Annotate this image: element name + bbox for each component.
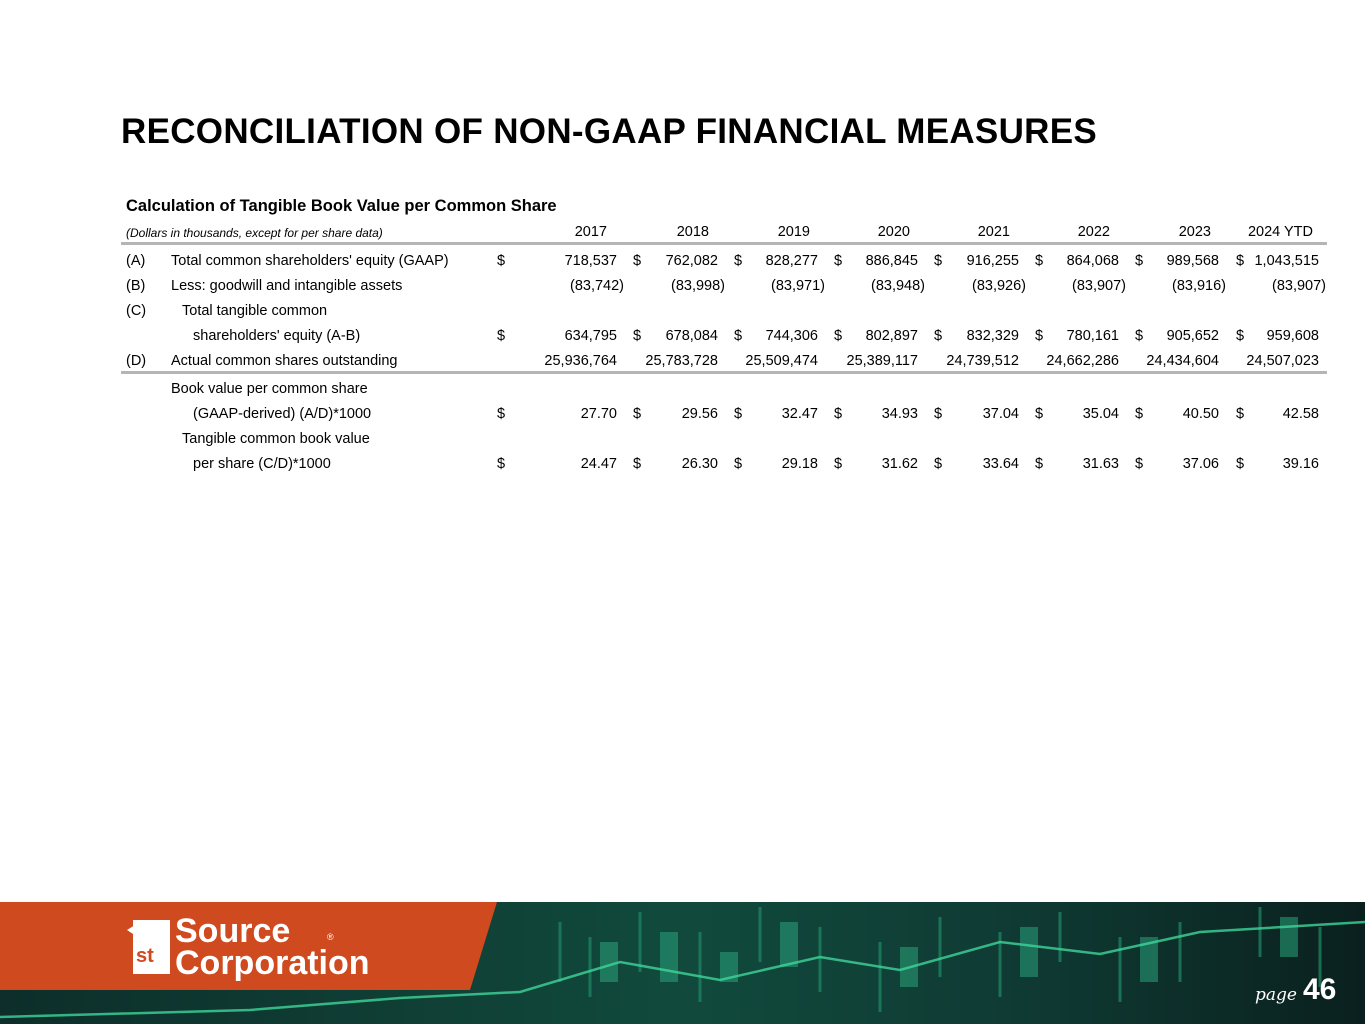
table-cell: 37.06 — [1182, 456, 1219, 472]
dollar-sign: $ — [633, 328, 642, 344]
dollar-sign: $ — [1236, 253, 1245, 269]
table-row — [0, 249, 1365, 273]
page-number: 46 — [1303, 973, 1337, 1006]
table-cell: 780,161 — [1066, 328, 1119, 344]
table-cell: (83,907) — [1071, 278, 1126, 294]
company-logo — [125, 912, 455, 987]
table-cell: (83,926) — [971, 278, 1026, 294]
table-cell: 33.64 — [982, 456, 1019, 472]
table-cell: 26.30 — [681, 456, 718, 472]
dollar-sign: $ — [934, 406, 943, 422]
table-cell: 1,043,515 — [1254, 253, 1319, 269]
row-code: (D) — [126, 353, 147, 369]
table-cell: 678,084 — [665, 328, 718, 344]
table-cell: 828,277 — [765, 253, 818, 269]
section-divider — [121, 371, 1327, 374]
table-cell: 762,082 — [665, 253, 718, 269]
table-cell: 25,936,764 — [544, 353, 617, 369]
dollar-sign: $ — [834, 253, 843, 269]
row-label: (GAAP-derived) (A/D)*1000 — [193, 406, 372, 422]
dollar-sign: $ — [834, 406, 843, 422]
dollar-sign: $ — [1236, 456, 1245, 472]
row-label: Total common shareholders' equity (GAAP) — [171, 253, 449, 269]
table-cell: 40.50 — [1182, 406, 1219, 422]
table-cell: 25,783,728 — [645, 353, 718, 369]
table-cell: 25,389,117 — [846, 353, 918, 369]
year-header: 2020 — [877, 224, 910, 240]
table-cell: 24,662,286 — [1046, 353, 1119, 369]
table-cell: 744,306 — [765, 328, 818, 344]
dollar-sign: $ — [934, 456, 943, 472]
year-header: 2024 YTD — [1247, 224, 1313, 240]
dollar-sign: $ — [734, 406, 743, 422]
table-cell: 718,537 — [564, 253, 617, 269]
row-label: shareholders' equity (A-B) — [193, 328, 361, 344]
table-cell: (83,907) — [1271, 278, 1326, 294]
table-cell: 42.58 — [1282, 406, 1319, 422]
row-label: Tangible common book value — [182, 431, 370, 447]
page-label: page — [1255, 985, 1297, 1005]
dollar-sign: $ — [1035, 456, 1044, 472]
table-cell: (83,971) — [770, 278, 825, 294]
dollar-sign: $ — [633, 253, 642, 269]
svg-text:st: st — [136, 945, 154, 967]
row-label: Total tangible common — [182, 303, 328, 319]
table-cell: 24,739,512 — [946, 353, 1019, 369]
year-header: 2018 — [676, 224, 709, 240]
header-divider — [121, 242, 1327, 245]
dollar-sign: $ — [734, 456, 743, 472]
year-header: 2023 — [1178, 224, 1211, 240]
table-cell: (83,948) — [870, 278, 925, 294]
table-row — [0, 402, 1365, 426]
table-cell: (83,742) — [569, 278, 624, 294]
dollar-sign: $ — [497, 253, 506, 269]
table-note: (Dollars in thousands, except for per share data) — [126, 226, 383, 240]
svg-text:Source: Source — [175, 912, 291, 950]
row-code: (A) — [126, 253, 146, 269]
dollar-sign: $ — [1035, 406, 1044, 422]
table-cell: 32.47 — [781, 406, 818, 422]
table-cell: 24,434,604 — [1146, 353, 1219, 369]
table-cell: 29.18 — [781, 456, 818, 472]
dollar-sign: $ — [734, 253, 743, 269]
table-cell: 24,507,023 — [1246, 353, 1319, 369]
dollar-sign: $ — [1236, 406, 1245, 422]
table-cell: 832,329 — [966, 328, 1019, 344]
table-cell: 24.47 — [580, 456, 617, 472]
dollar-sign: $ — [734, 328, 743, 344]
row-label: per share (C/D)*1000 — [193, 456, 331, 472]
table-cell: 39.16 — [1282, 456, 1319, 472]
dollar-sign: $ — [1236, 328, 1245, 344]
table-cell: 31.62 — [881, 456, 918, 472]
table-cell: (83,916) — [1171, 278, 1226, 294]
row-code: (B) — [126, 278, 146, 294]
dollar-sign: $ — [497, 456, 506, 472]
table-cell: 34.93 — [881, 406, 918, 422]
svg-text:®: ® — [327, 932, 334, 942]
table-cell: 905,652 — [1166, 328, 1219, 344]
svg-text:Corporation: Corporation — [175, 944, 370, 982]
table-row — [0, 349, 1365, 373]
table-cell: (83,998) — [670, 278, 725, 294]
table-cell: 916,255 — [966, 253, 1019, 269]
year-header: 2017 — [574, 224, 607, 240]
table-cell: 959,608 — [1266, 328, 1319, 344]
row-label: Actual common shares outstanding — [171, 353, 398, 369]
page-title: RECONCILIATION OF NON-GAAP FINANCIAL MEASURES — [121, 112, 1098, 151]
table-cell: 25,509,474 — [745, 353, 818, 369]
table-row — [0, 299, 1365, 323]
table-row — [0, 427, 1365, 451]
table-cell: 31.63 — [1082, 456, 1119, 472]
dollar-sign: $ — [1035, 328, 1044, 344]
dollar-sign: $ — [497, 406, 506, 422]
dollar-sign: $ — [1135, 406, 1144, 422]
table-cell: 27.70 — [580, 406, 617, 422]
table-subtitle: Calculation of Tangible Book Value per Common Share — [126, 197, 557, 215]
dollar-sign: $ — [834, 456, 843, 472]
dollar-sign: $ — [1135, 328, 1144, 344]
dollar-sign: $ — [1035, 253, 1044, 269]
table-cell: 35.04 — [1082, 406, 1119, 422]
dollar-sign: $ — [633, 406, 642, 422]
table-cell: 802,897 — [865, 328, 918, 344]
row-code: (C) — [126, 303, 147, 319]
table-row — [0, 377, 1365, 401]
table-cell: 634,795 — [564, 328, 617, 344]
year-header: 2019 — [777, 224, 810, 240]
dollar-sign: $ — [934, 253, 943, 269]
dollar-sign: $ — [633, 456, 642, 472]
row-label: Less: goodwill and intangible assets — [171, 278, 403, 294]
table-row — [0, 324, 1365, 348]
table-row — [0, 274, 1365, 298]
table-cell: 886,845 — [865, 253, 918, 269]
dollar-sign: $ — [834, 328, 843, 344]
dollar-sign: $ — [1135, 456, 1144, 472]
table-cell: 864,068 — [1066, 253, 1119, 269]
dollar-sign: $ — [1135, 253, 1144, 269]
table-cell: 37.04 — [982, 406, 1019, 422]
table-cell: 29.56 — [681, 406, 718, 422]
table-row — [0, 452, 1365, 476]
dollar-sign: $ — [497, 328, 506, 344]
row-label: Book value per common share — [171, 381, 368, 397]
dollar-sign: $ — [934, 328, 943, 344]
table-cell: 989,568 — [1166, 253, 1219, 269]
year-header: 2021 — [977, 224, 1010, 240]
year-header: 2022 — [1077, 224, 1110, 240]
